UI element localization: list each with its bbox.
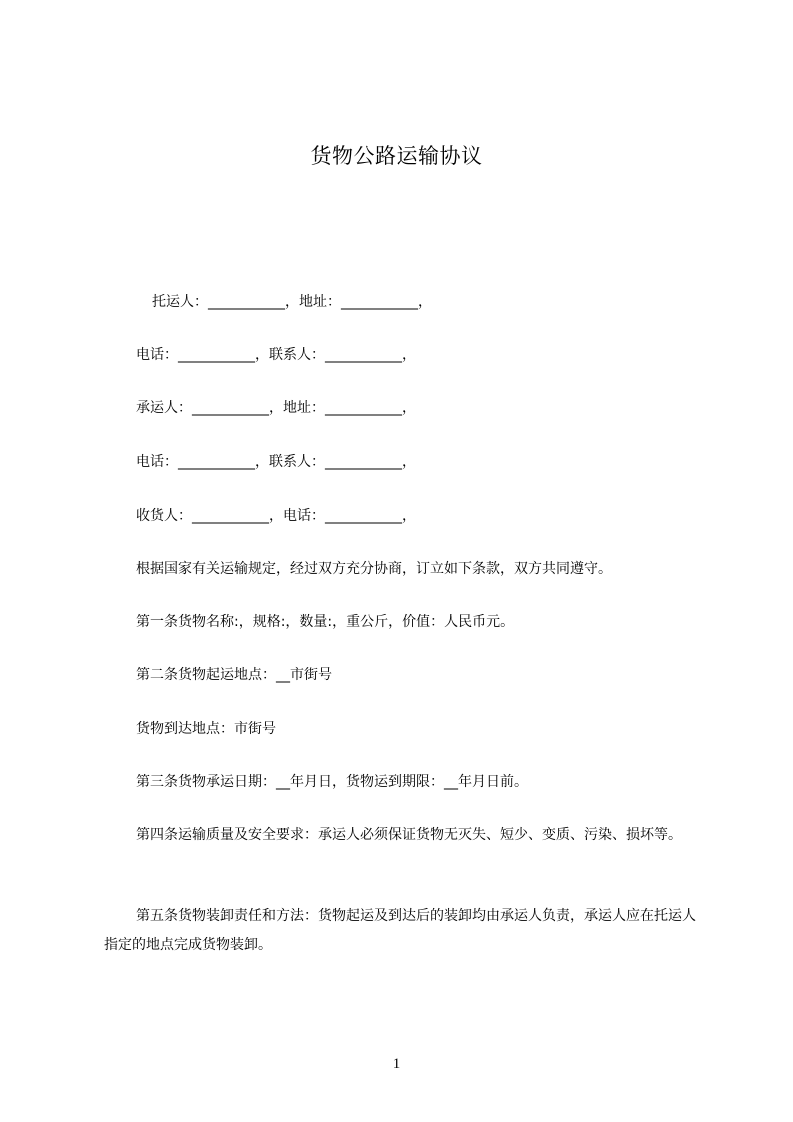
consignee-line: 收货人：___________，电话：___________， bbox=[136, 508, 416, 524]
destination-line: 货物到达地点：市街号 bbox=[136, 721, 276, 737]
article-1-line: 第一条货物名称:，规格:，数量:，重公斤，价值：人民币元。 bbox=[136, 614, 515, 630]
preamble-line: 根据国家有关运输规定，经过双方充分协商，订立如下条款，双方共同遵守。 bbox=[136, 561, 612, 577]
shipper-phone-line: 电话：___________，联系人：___________， bbox=[136, 347, 416, 363]
shipper-line: 托运人：___________，地址：___________， bbox=[152, 294, 432, 310]
article-5-paragraph: 第五条货物装卸责任和方法：货物起运及到达后的装卸均由承运人负责，承运人应在托运人指定的地点完成货物装卸。 bbox=[104, 908, 696, 953]
document-title: 货物公路运输协议 bbox=[310, 144, 483, 168]
article-3-line: 第三条货物承运日期：__年月日，货物运到期限：__年月日前。 bbox=[136, 774, 528, 790]
article-2-line: 第二条货物起运地点：__市街号 bbox=[136, 667, 332, 683]
carrier-line: 承运人：___________，地址：___________， bbox=[136, 400, 416, 416]
carrier-phone-line: 电话：___________，联系人：___________， bbox=[136, 454, 416, 470]
page-number: 1 bbox=[392, 1056, 401, 1072]
article-4-paragraph: 第四条运输质量及安全要求：承运人必须保证货物无灭失、短少、变质、污染、损坏等。 bbox=[136, 827, 682, 843]
